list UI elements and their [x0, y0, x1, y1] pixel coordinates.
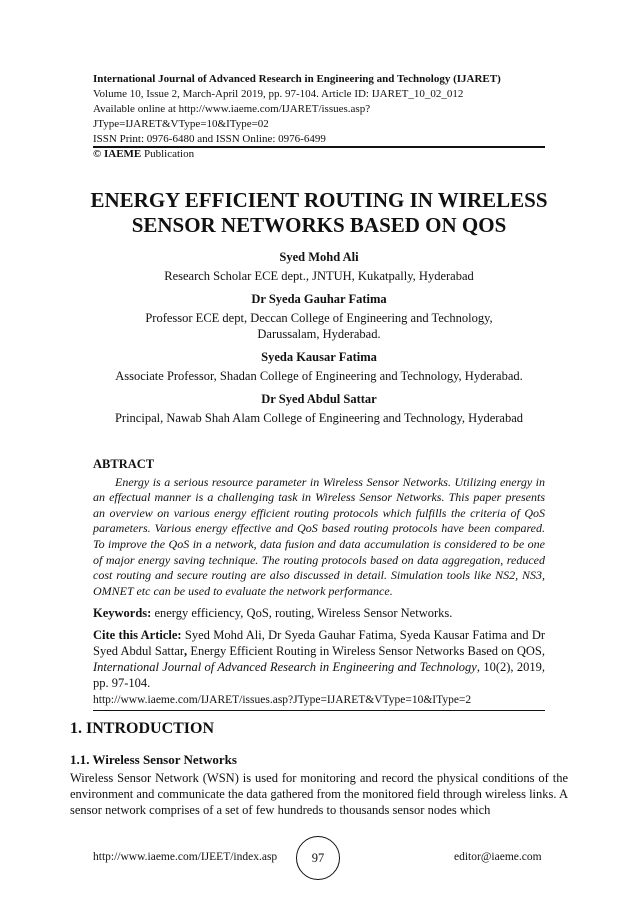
author-affiliation: Principal, Nawab Shah Alam College of Engineering and Technology, Hyderabad: [114, 411, 524, 425]
author-block: [60, 249, 578, 284]
abstract-section: [93, 457, 545, 711]
volume-line: Volume 10, Issue 2, March-April 2019, pp. 97-104. Article ID: IJARET_10_02_012: [93, 88, 464, 100]
title-line-1: ENERGY EFFICIENT ROUTING IN WIRELESS: [90, 188, 548, 212]
author-affiliation: Associate Professor, Shadan College of Engineering and Technology, Hyderabad.: [115, 369, 523, 383]
title-line-2: SENSOR NETWORKS BASED ON QOS: [131, 213, 507, 237]
page-number-text: 97: [311, 850, 325, 865]
abstract-text: Energy is a serious resource parameter in Wireless Sensor Networks. Utilizing energy in an effectual manner is a challenging task in Wireless Sensor Networks. This paper presents an overview on various energy efficient routing protocols which fulfills the criteria of QoS parameters. Various energy effective and QoS based routing protocols have been compared. To improve the QoS in a network, data fusion and data accumulation is considered to be one of major energy saving technique. The routing protocols based on data aggregation, reduced cost routing and secure routing are also discussed in detail. Simulation tools like NS2, NS3, OMNET etc can be used to evaluate the network performance.: [93, 474, 545, 598]
citation: [93, 627, 545, 708]
issn-line: ISSN Print: 0976-6480 and ISSN Online: 0976-6499: [93, 133, 326, 145]
online-line: Available online at http://www.iaeme.com/IJARET/issues.asp?JType=IJARET&VType=10&IType=02: [93, 103, 371, 130]
author-name: Syeda Kausar Fatima: [261, 350, 377, 364]
cite-url[interactable]: http://www.iaeme.com/IJARET/issues.asp?JType=IJARET&VType=10&IType=2: [93, 694, 472, 707]
publisher-line: [93, 147, 545, 162]
author-list: [60, 249, 578, 433]
section-heading: 1. INTRODUCTION: [70, 720, 215, 737]
author-block: [60, 291, 578, 342]
publisher-suffix: Publication: [144, 148, 195, 160]
subsection-heading: 1.1. Wireless Sensor Networks: [70, 752, 237, 767]
author-name: Dr Syed Abdul Sattar: [261, 392, 377, 406]
cite-label: Cite this Article:: [93, 628, 182, 643]
author-name: Syed Mohd Ali: [279, 250, 359, 264]
header-divider: [93, 146, 545, 148]
cite-details: , 10(2), 2019, pp. 97-104.: [93, 660, 545, 691]
footer-url[interactable]: http://www.iaeme.com/IJEET/index.asp: [93, 851, 278, 863]
author-affiliation: Research Scholar ECE dept., JNTUH, Kukatpally, Hyderabad: [164, 269, 474, 283]
author-name: Dr Syeda Gauhar Fatima: [251, 292, 387, 306]
author-block: [60, 391, 578, 426]
keywords-text: energy efficiency, QoS, routing, Wireless Sensor Networks.: [154, 606, 453, 621]
cite-paper-title: Energy Efficient Routing in Wireless Sensor Networks Based on QOS,: [190, 644, 545, 659]
keywords-label: Keywords:: [93, 606, 152, 621]
paper-title: [60, 188, 578, 238]
body-paragraph: Wireless Sensor Network (WSN) is used for monitoring and record the physical conditions of the environment and communicate the data gathered from the monitored field through wireless links. A sensor network comprises of a set of few hundreds to thousands sensor nodes which: [70, 771, 568, 817]
cite-comma: ,: [184, 644, 188, 659]
abstract-heading: ABTRACT: [93, 457, 155, 471]
keywords: [93, 605, 545, 621]
footer-email[interactable]: editor@iaeme.com: [454, 851, 542, 863]
author-block: [60, 349, 578, 384]
abstract-divider: [93, 710, 545, 711]
page-number: [296, 836, 340, 880]
publisher-name: IAEME: [103, 148, 142, 160]
copyright-mark: ©: [93, 148, 102, 160]
journal-header: [93, 72, 545, 162]
journal-title: International Journal of Advanced Research in Engineering and Technology (IJARET): [93, 73, 501, 85]
cite-authors: Syed Mohd Ali, Dr Syeda Gauhar Fatima, Syeda Kausar Fatima and Dr Syed Abdul Sattar: [93, 628, 546, 659]
cite-journal: International Journal of Advanced Research in Engineering and Technology: [93, 660, 477, 675]
author-affiliation: Darussalam, Hyderabad.: [257, 327, 381, 341]
author-affiliation: Professor ECE dept, Deccan College of Engineering and Technology,: [145, 311, 493, 325]
